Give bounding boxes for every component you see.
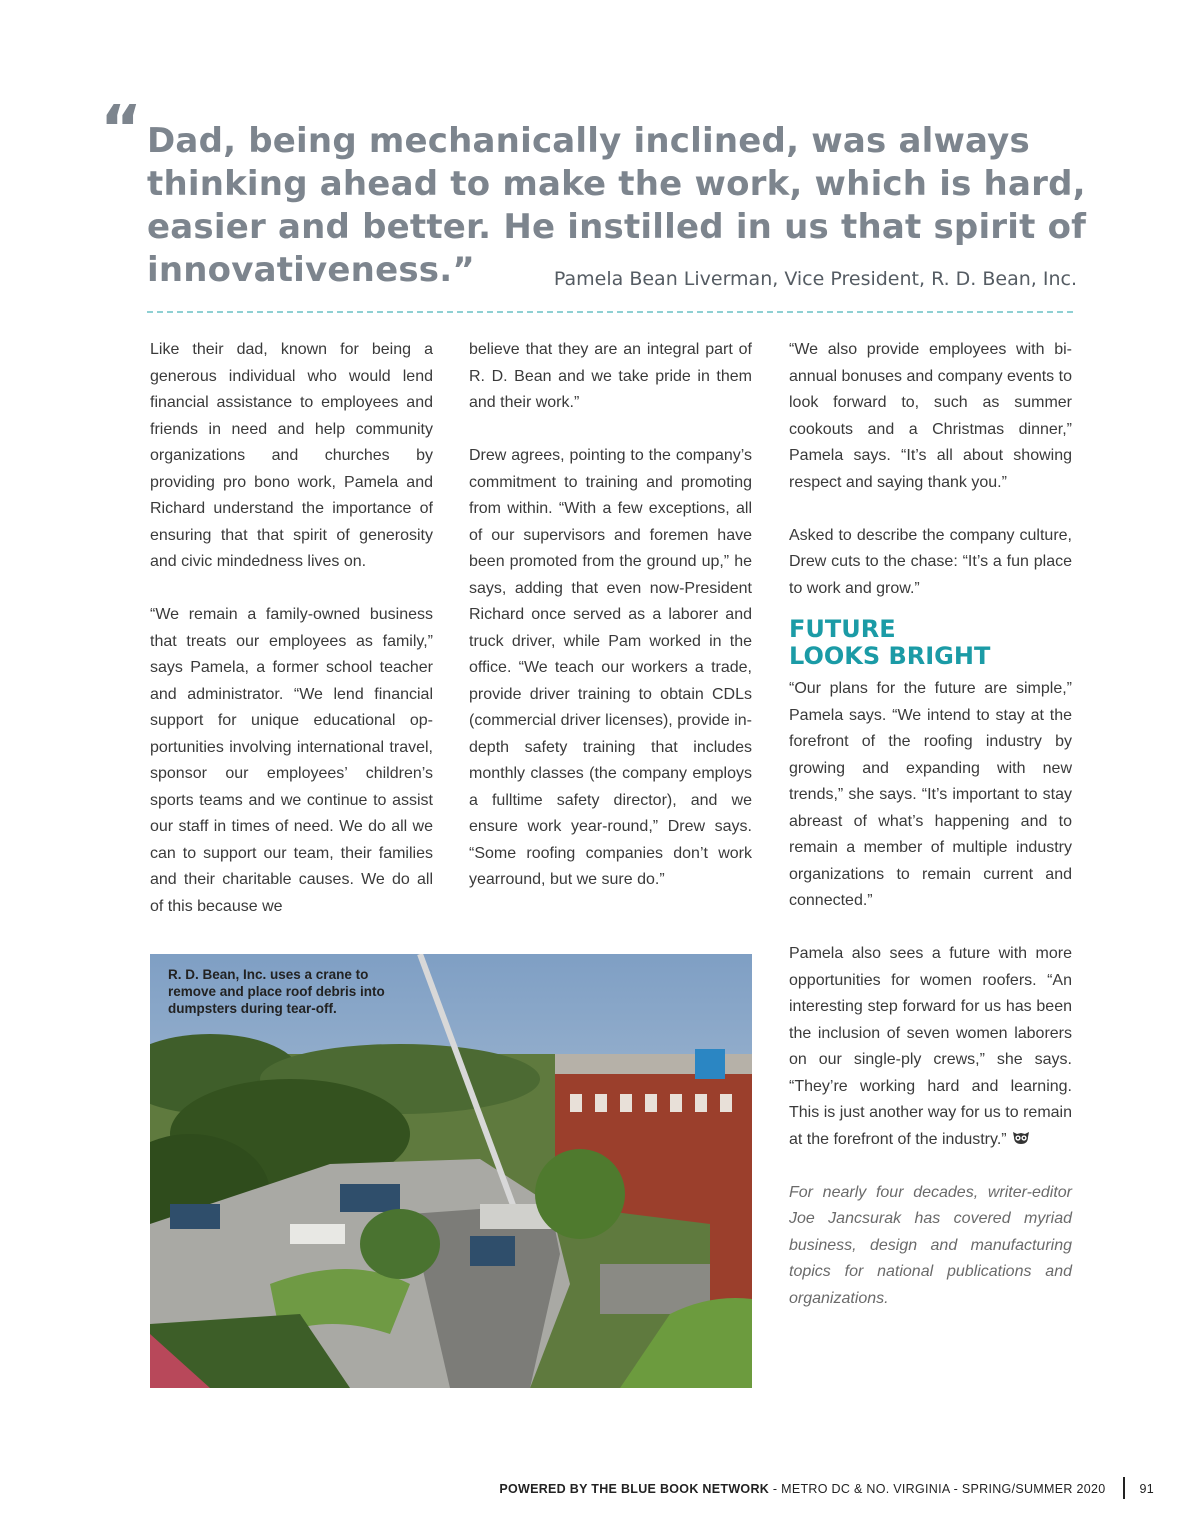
page-footer [499, 1477, 1154, 1499]
paragraph: Like their dad, known for being a generous individual who would lend financial assistance to employees and friends in need and help community organizations and churches by providing pro bono work, Pamela and Richard understand the importance of ensuring that that spirit of generosity and civic mindedness lives on. [150, 341, 433, 570]
footer-edition: - METRO DC & NO. VIRGINIA - SPRING/SUMMER 2020 [769, 1482, 1106, 1496]
paragraph: “We also provide employees with biannual bonuses and company events to look forward to, such as summer cookouts and a Christmas dinner,” Pamela says. “It’s all about showing respect and saying thank you.” [789, 341, 1072, 491]
article-column-3 [789, 337, 1072, 1312]
photo-caption: R. D. Bean, Inc. uses a crane to remove and place roof debris into dumpsters during tear-off. [168, 967, 385, 1016]
author-byline: For nearly four decades, writer-editor Joe Jancsurak has covered myriad business, design and manufacturing topics for national publications and organizations. [789, 1183, 1072, 1307]
dashed-divider [147, 311, 1073, 313]
section-heading [789, 616, 1072, 670]
page-number: 91 [1139, 1482, 1154, 1496]
photo-illustration [150, 954, 752, 1388]
paragraph-text: Pamela also sees a future with more opportunities for women roofers. “An interesting step forward for us has been the inclusion of seven women laborers on our single-ply crews,” she says. “They’re working hard and learning. This is just another way for us to remain at the forefront of the industry.” [789, 945, 1072, 1148]
crane-photo [150, 954, 752, 1388]
paragraph: “We remain a family-owned business that treats our employees as family,” says Pamela, a former school teacher and administrator. “We lend financial support for unique educational opportunities involving international travel, sponsor our employees’ children’s sports teams and we continue to assist our staff in times of need. We do all we can to support our team, their families and their charitable causes. We do all of this because we [150, 606, 433, 915]
paragraph: “Our plans for the future are simple,” Pamela says. “We intend to stay at the forefront of the roofing industry by growing and expanding with new trends,” she says. “It’s important to stay abreast of what’s happening and to remain a member of multiple industry organizations to remain current and connected.” [789, 680, 1072, 909]
paragraph: Drew agrees, pointing to the company’s commitment to training and promoting from within. “With a few exceptions, all of our supervisors and foremen have been promoted from the ground up,” he says, adding that even now-President Richard once served as a laborer and truck driver, while Pam worked in the office. “We teach our workers a trade, provide driver training to obtain CDLs (commercial driver licenses), provide in-depth safety training that includes monthly classes (the company employs a fulltime safety director), and we ensure work year-round,” Drew says. “Some roofing companies don’t work yearround, but we sure do.” [469, 447, 752, 888]
footer-brand: POWERED BY THE BLUE BOOK NETWORK [499, 1482, 770, 1496]
paragraph: Asked to describe the company culture, Drew cuts to the chase: “It’s a fun place to work and grow.” [789, 526, 1072, 597]
pull-quote: Dad, being mechanically inclined, was always thinking ahead to make the work, which is hard, easier and better. He instilled in us that spirit of innovativeness.” [147, 121, 1087, 290]
paragraph: believe that they are an integral part of R. D. Bean and we take pride in them and their work.” [469, 341, 752, 411]
quote-mark: “ [100, 93, 143, 167]
section-heading-line: FUTURE [789, 615, 896, 643]
article-column-2 [469, 337, 752, 894]
paragraph [789, 941, 1072, 1153]
owl-icon [1011, 1128, 1031, 1142]
footer-separator [1123, 1477, 1125, 1499]
section-heading-line: LOOKS BRIGHT [789, 642, 991, 670]
quote-attribution: Pamela Bean Liverman, Vice President, R. D. Bean, Inc. [553, 268, 1077, 290]
article-column-1 [150, 337, 433, 920]
